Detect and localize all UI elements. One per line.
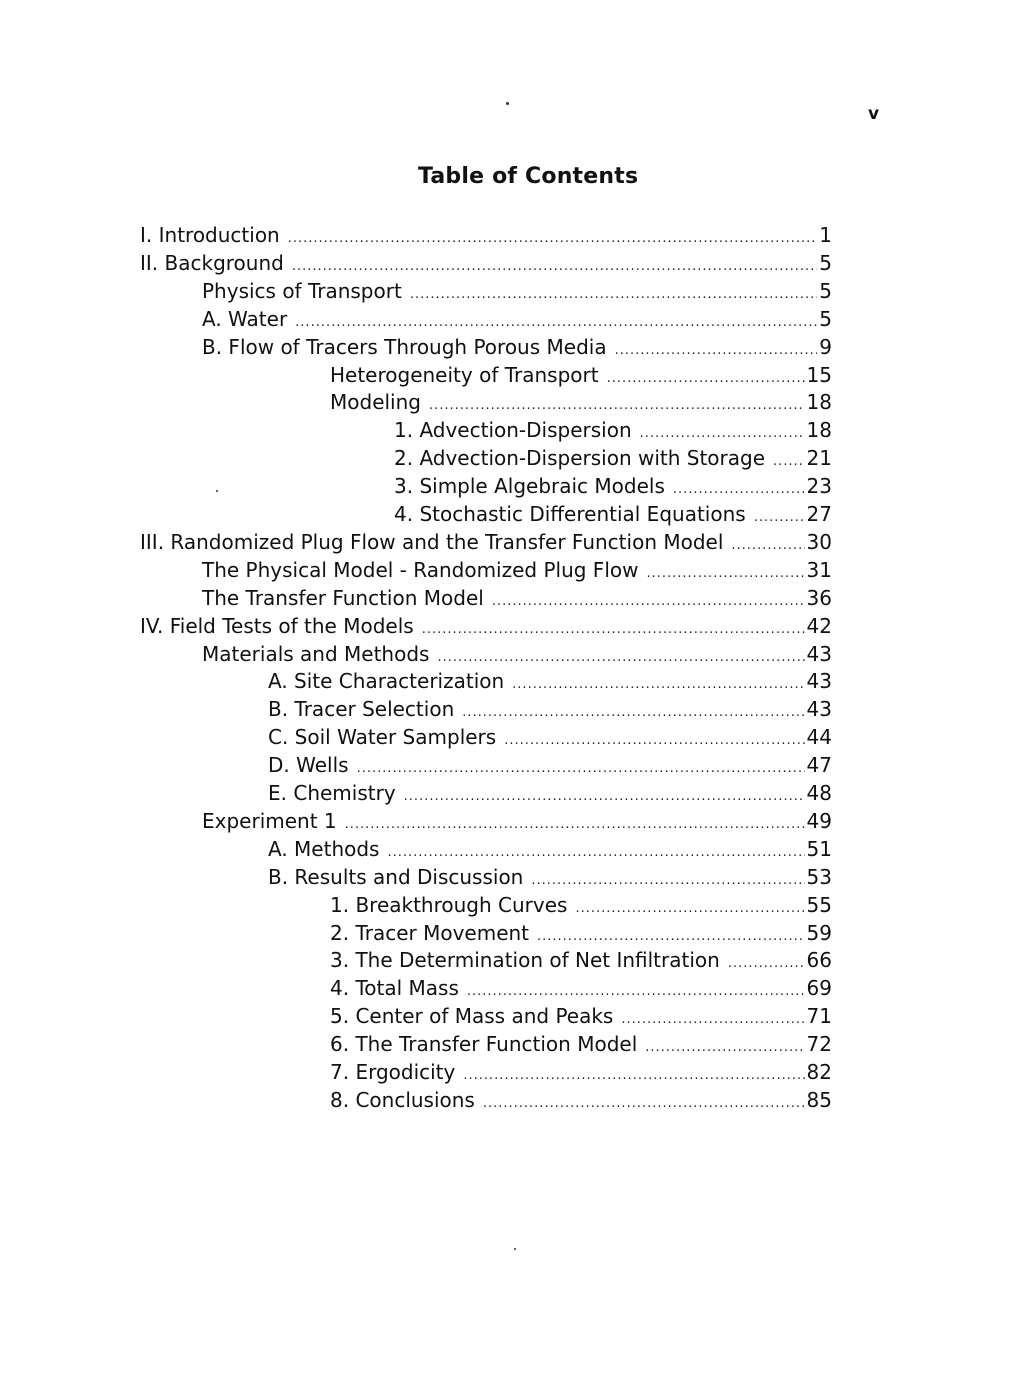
toc-entry xyxy=(330,1030,832,1058)
toc-entry-page: 5 xyxy=(819,307,832,331)
toc-entry xyxy=(330,361,832,389)
toc-entry-label: B. Results and Discussion xyxy=(268,865,524,889)
toc-entry-page: 15 xyxy=(806,363,832,387)
toc-entry xyxy=(394,472,832,500)
toc-entry-label: 6. The Transfer Function Model xyxy=(330,1032,638,1056)
toc-entry-page: 43 xyxy=(806,669,832,693)
toc-entry xyxy=(330,1058,832,1086)
toc-entry xyxy=(140,612,832,640)
toc-entry-label: 5. Center of Mass and Peaks xyxy=(330,1004,614,1028)
toc-entry-page: 31 xyxy=(806,558,832,582)
toc-entry xyxy=(394,416,832,444)
toc-entry xyxy=(268,695,832,723)
toc-entry-page: 69 xyxy=(806,976,832,1000)
toc-entry-label: Materials and Methods xyxy=(202,642,430,666)
toc-entry xyxy=(330,974,832,1002)
toc-entry-page: 42 xyxy=(806,614,832,638)
toc-entry-label: II. Background xyxy=(140,251,284,275)
toc-entry xyxy=(202,640,832,668)
toc-entry-page: 43 xyxy=(806,697,832,721)
toc-entry xyxy=(394,444,832,472)
toc-entry-label: 4. Total Mass xyxy=(330,976,459,1000)
toc-entry-label: 2. Tracer Movement xyxy=(330,921,530,945)
toc-entry-page: 66 xyxy=(806,948,832,972)
toc-entry-page: 43 xyxy=(806,642,832,666)
toc-entry xyxy=(202,807,832,835)
toc-entry-label: 1. Breakthrough Curves xyxy=(330,893,568,917)
toc-entry-page: 27 xyxy=(806,502,832,526)
toc-entry xyxy=(202,333,832,361)
toc-entry-label: E. Chemistry xyxy=(268,781,396,805)
toc-entry-page: 1 xyxy=(819,223,832,247)
toc-entry-label: Physics of Transport xyxy=(202,279,402,303)
toc-entry xyxy=(330,946,832,974)
paper-speck xyxy=(506,102,509,105)
toc-entry-page: 36 xyxy=(806,586,832,610)
toc-entry-page: 21 xyxy=(806,446,832,470)
toc-entry-page: 53 xyxy=(806,865,832,889)
toc-entry-page: 44 xyxy=(806,725,832,749)
toc-entry-label: The Physical Model - Randomized Plug Flow xyxy=(202,558,639,582)
toc-entry-label: B. Flow of Tracers Through Porous Media xyxy=(202,335,607,359)
toc-entry-label: 1. Advection-Dispersion xyxy=(394,418,632,442)
toc-entry xyxy=(330,388,832,416)
toc-entry xyxy=(330,1086,832,1114)
toc-entry-page: 55 xyxy=(806,893,832,917)
toc-entry-label: 3. The Determination of Net Infiltration xyxy=(330,948,720,972)
toc-entry-page: 59 xyxy=(806,921,832,945)
toc-entry-page: 85 xyxy=(806,1088,832,1112)
toc-entry xyxy=(330,891,832,919)
toc-entry xyxy=(140,528,832,556)
toc-entry-page: 82 xyxy=(806,1060,832,1084)
toc-entry xyxy=(268,667,832,695)
page-number: v xyxy=(868,104,880,124)
toc-entry-label: III. Randomized Plug Flow and the Transfer Function Model xyxy=(140,530,724,554)
toc-entry xyxy=(202,305,832,333)
toc-entry-label: 4. Stochastic Differential Equations xyxy=(394,502,746,526)
page-title: Table of Contents xyxy=(418,164,639,189)
toc-entry xyxy=(330,919,832,947)
toc-entry-label: Modeling xyxy=(330,390,421,414)
toc-entry-page: 48 xyxy=(806,781,832,805)
toc-entry xyxy=(268,835,832,863)
toc-entry-label: D. Wells xyxy=(268,753,349,777)
toc-entry-page: 30 xyxy=(806,530,832,554)
toc-entry-page: 5 xyxy=(819,279,832,303)
toc-entry-page: 47 xyxy=(806,753,832,777)
toc-entry xyxy=(330,1002,832,1030)
toc-entry-page: 18 xyxy=(806,390,832,414)
toc-entry-page: 9 xyxy=(819,335,832,359)
toc-entry-page: 49 xyxy=(806,809,832,833)
toc-entry xyxy=(268,779,832,807)
toc-entry-label: C. Soil Water Samplers xyxy=(268,725,497,749)
toc-entry-label: 3. Simple Algebraic Models xyxy=(394,474,665,498)
toc-entry xyxy=(140,249,832,277)
toc-entry-label: 2. Advection-Dispersion with Storage xyxy=(394,446,766,470)
toc-entry xyxy=(140,221,832,249)
toc-entry xyxy=(202,277,832,305)
toc-entry-page: 18 xyxy=(806,418,832,442)
toc-entry-page: 51 xyxy=(806,837,832,861)
toc-entry-page: 71 xyxy=(806,1004,832,1028)
toc-entry-label: Experiment 1 xyxy=(202,809,337,833)
toc-entry xyxy=(268,751,832,779)
paper-speck xyxy=(216,490,218,492)
toc-entry xyxy=(268,863,832,891)
toc-entry xyxy=(202,556,832,584)
toc-entry-label: IV. Field Tests of the Models xyxy=(140,614,414,638)
dot-leader xyxy=(483,1090,805,1118)
toc-entry-label: A. Methods xyxy=(268,837,380,861)
toc-entry-label: The Transfer Function Model xyxy=(202,586,484,610)
toc-entry-label: B. Tracer Selection xyxy=(268,697,455,721)
toc-entry-label: Heterogeneity of Transport xyxy=(330,363,599,387)
toc-entry xyxy=(394,500,832,528)
toc-entry-page: 72 xyxy=(806,1032,832,1056)
toc-entry xyxy=(202,584,832,612)
toc-entry-label: A. Water xyxy=(202,307,288,331)
toc-entry-label: 7. Ergodicity xyxy=(330,1060,456,1084)
toc-entry-page: 5 xyxy=(819,251,832,275)
toc-entry-label: I. Introduction xyxy=(140,223,280,247)
toc-entry xyxy=(268,723,832,751)
toc-entry-label: 8. Conclusions xyxy=(330,1088,475,1112)
toc-entry-page: 23 xyxy=(806,474,832,498)
toc-entry-label: A. Site Characterization xyxy=(268,669,505,693)
paper-speck xyxy=(514,1248,516,1250)
